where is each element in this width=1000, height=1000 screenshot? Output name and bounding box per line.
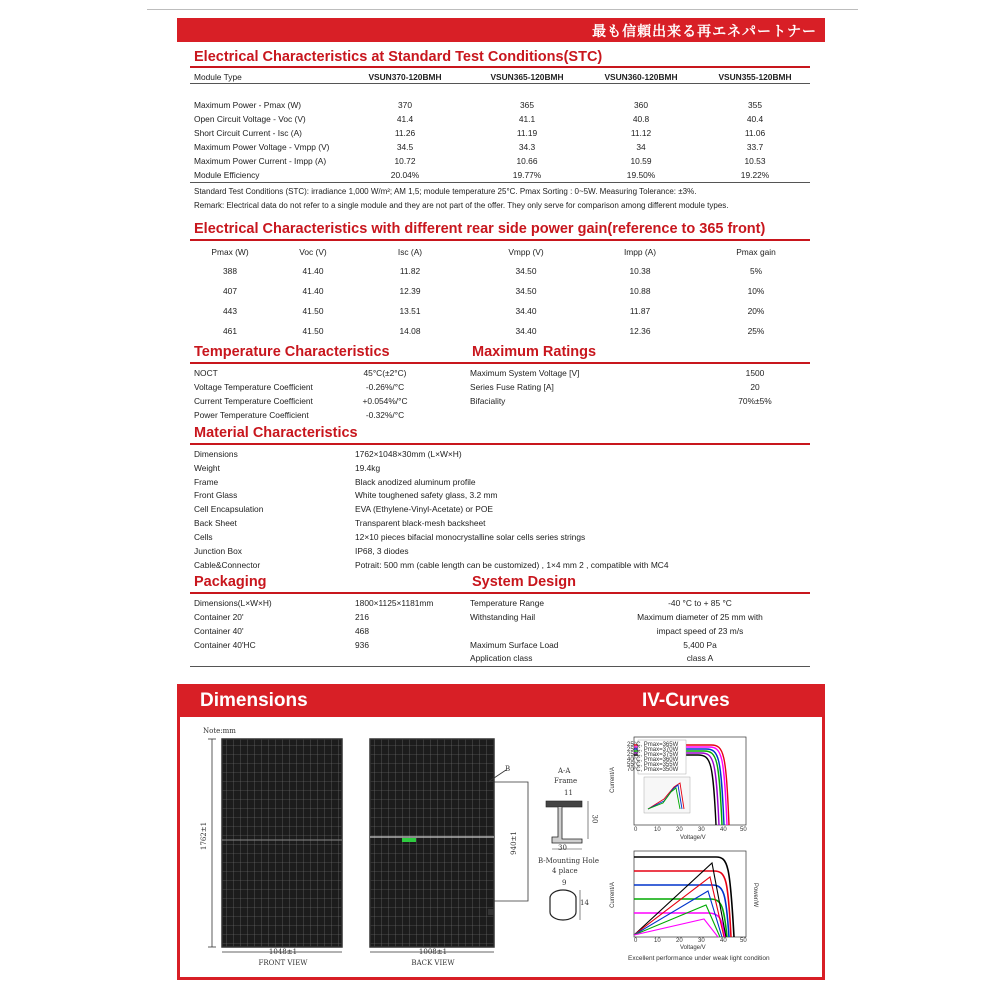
material-value: Transparent black-mesh backsheet — [355, 518, 486, 528]
temp-value: 45°C(±2°C) — [363, 368, 407, 378]
stc-cell: 34 — [636, 142, 646, 152]
stc-cell: 34.5 — [396, 142, 414, 152]
iv-top-legend-6: 70°C, Pmax=350W — [627, 767, 679, 773]
rating-value: 20 — [750, 382, 760, 392]
stc-cell: 11.12 — [630, 128, 652, 138]
iv-caption: Excellent performance under weak light condition — [628, 955, 770, 962]
banner-text: 最も信頼出来る再エネパートナー — [592, 23, 817, 39]
rear-cell: 34.40 — [515, 306, 537, 316]
packaging-value: 216 — [355, 612, 369, 622]
stc-cell: 41.4 — [396, 114, 414, 124]
iv-bottom-xtick: 0 — [634, 938, 638, 944]
material-label: Frame — [194, 477, 219, 487]
temperature-title: Temperature Characteristics — [194, 344, 390, 360]
stc-row-label: Maximum Power Current - Impp (A) — [194, 156, 327, 166]
iv-curve-bottom-chart — [616, 847, 762, 952]
rear-cell: 13.51 — [399, 306, 421, 316]
mounting-places-label: 4 place — [552, 867, 578, 875]
rear-header: Impp (A) — [623, 247, 657, 257]
packaging-label: Container 20' — [194, 612, 244, 622]
stc-cell: 40.8 — [632, 114, 650, 124]
rating-label: Bifaciality — [470, 396, 506, 406]
rear-title-rule — [190, 239, 810, 241]
packaging-label: Dimensions(L×W×H) — [194, 598, 272, 608]
stc-note-1: Standard Test Conditions (STC): irradiance 1,000 W/m²; AM 1,5; module temperature 25°C. Pmax Sorting : 0~5W. Measuring Tolerance: ±3%. — [194, 187, 697, 196]
material-value: 12×10 pieces bifacial monocrystalline solar cells series strings — [355, 532, 586, 542]
packaging-label: Container 40'HC — [194, 640, 256, 650]
stc-cell: 41.1 — [518, 114, 536, 124]
rear-cell: 12.36 — [629, 326, 651, 336]
drawings-header — [180, 687, 822, 717]
material-label: Cells — [194, 532, 213, 542]
iv-top-legend-5: 55°C, Pmax=355W — [627, 762, 679, 768]
rear-cell: 10.88 — [629, 286, 651, 296]
front-width-label: 1048±1 — [268, 948, 298, 956]
stc-cell: 11.26 — [394, 128, 416, 138]
stc-cell: 34.3 — [518, 142, 536, 152]
temp-label: Voltage Temperature Coefficient — [194, 382, 313, 392]
rear-cell: 34.50 — [515, 266, 537, 276]
rear-cell: 14.08 — [399, 326, 421, 336]
iv-top-xtick: 0 — [634, 827, 638, 833]
system-value: -40 °C to + 85 °C — [668, 598, 732, 608]
stc-cell: 365 — [520, 100, 534, 110]
dim-11: 11 — [564, 789, 573, 797]
iv-curves-title: IV-Curves — [642, 690, 730, 711]
rear-header: Voc (V) — [299, 247, 327, 257]
iv-top-xlabel: Voltage/V — [680, 835, 706, 841]
system-bottom-rule — [190, 666, 810, 667]
model-2: VSUN365-120BMH — [490, 72, 564, 82]
rear-cell: 25% — [747, 326, 765, 336]
marker-b: B — [505, 765, 511, 773]
system-label: Temperature Range — [470, 598, 545, 608]
iv-top-xtick: 50 — [740, 827, 747, 833]
rear-cell: 461 — [223, 326, 237, 336]
rear-cell: 34.40 — [515, 326, 537, 336]
stc-row-label: Maximum Power - Pmax (W) — [194, 100, 302, 110]
material-label: Cable&Connector — [194, 560, 261, 570]
mounting-hole-label: B-Mounting Hole — [538, 857, 600, 865]
material-label: Dimensions — [194, 449, 238, 459]
iv-bottom-xtick: 30 — [698, 938, 705, 944]
system-value: impact speed of 23 m/s — [656, 626, 744, 636]
stc-row-label: Maximum Power Voltage - Vmpp (V) — [194, 142, 330, 152]
iv-top-ylabel: Current/A — [609, 767, 616, 793]
stc-cell: 11.06 — [744, 128, 766, 138]
page-top-border — [147, 0, 858, 10]
stc-note-2: Remark: Electrical data do not refer to a single module and they are not part of the offer. They only serve for comparison among different module types. — [194, 201, 729, 210]
rear-cell: 41.50 — [302, 326, 324, 336]
material-value: White toughened safety glass, 3.2 mm — [355, 490, 498, 500]
system-label: Withstanding Hail — [470, 612, 536, 622]
rear-cell: 41.40 — [302, 286, 324, 296]
rating-label: Series Fuse Rating [A] — [470, 382, 554, 392]
temp-value: -0.26%/°C — [365, 382, 405, 392]
temperature-title-rule — [190, 362, 810, 364]
section-aa-label: A-A — [558, 767, 571, 775]
back-view-caption: BACK VIEW — [411, 959, 455, 967]
packaging-value: 1800×1125×1181mm — [355, 598, 434, 608]
model-1: VSUN370-120BMH — [368, 72, 442, 82]
iv-bottom-ylabel: Current/A — [609, 882, 616, 908]
front-view-caption: FRONT VIEW — [258, 959, 308, 967]
rear-cell: 34.50 — [515, 286, 537, 296]
iv-top-legend-1: 25°C, Pmax=365W — [627, 742, 679, 748]
iv-top-xtick: 20 — [676, 827, 683, 833]
system-value: class A — [686, 653, 714, 663]
system-title: System Design — [472, 574, 576, 590]
temp-value: -0.32%/°C — [365, 410, 405, 420]
dim-9: 9 — [562, 879, 567, 887]
iv-top-legend-2: 25°C, Pmax=370W — [627, 747, 679, 753]
temp-label: Power Temperature Coefficient — [194, 410, 309, 420]
stc-cell: 19.50% — [626, 170, 656, 180]
ratings-title: Maximum Ratings — [472, 344, 597, 360]
stc-cell: 40.4 — [746, 114, 764, 124]
frame-section-drawing — [538, 795, 608, 855]
packaging-title: Packaging — [194, 574, 267, 590]
rating-label: Maximum System Voltage [V] — [470, 368, 580, 378]
rear-cell: 10% — [747, 286, 765, 296]
material-label: Cell Encapsulation — [194, 504, 264, 514]
rear-cell: 20% — [747, 306, 765, 316]
back-width-label: 1008±1 — [418, 948, 448, 956]
packaging-label: Container 40' — [194, 626, 244, 636]
iv-top-legend-4: 40°C, Pmax=360W — [627, 757, 679, 763]
rear-header: Pmax (W) — [211, 247, 249, 257]
iv-top-xtick: 10 — [654, 827, 661, 833]
front-height-label: 1762±1 — [200, 821, 209, 851]
material-label: Back Sheet — [194, 518, 237, 528]
rear-cell: 11.82 — [399, 266, 421, 276]
rear-cell: 388 — [223, 266, 237, 276]
stc-cell: 360 — [634, 100, 648, 110]
system-label: Application class — [470, 653, 533, 663]
material-value: EVA (Ethylene-Vinyl-Acetate) or POE — [355, 504, 493, 514]
dim-14: 14 — [580, 899, 589, 907]
stc-title: Electrical Characteristics at Standard Test Conditions(STC) — [194, 49, 603, 65]
iv-bottom-xtick: 20 — [676, 938, 683, 944]
iv-bottom-xtick: 40 — [720, 938, 727, 944]
rear-cell: 12.39 — [399, 286, 421, 296]
model-3: VSUN360-120BMH — [604, 72, 678, 82]
packaging-value: 936 — [355, 640, 369, 650]
iv-bottom-xtick: 50 — [740, 938, 747, 944]
units-note: Note:mm — [203, 727, 236, 735]
rear-cell: 41.40 — [302, 266, 324, 276]
module-type-label: Module Type — [194, 72, 242, 82]
stc-cell: 10.66 — [516, 156, 538, 166]
stc-header-rule — [190, 83, 810, 84]
rear-title: Electrical Characteristics with different rear side power gain(reference to 365 front) — [194, 221, 766, 237]
stc-row-label: Open Circuit Voltage - Voc (V) — [194, 114, 306, 124]
material-title-rule — [190, 443, 810, 445]
stc-cell: 355 — [748, 100, 762, 110]
rear-cell: 41.50 — [302, 306, 324, 316]
packaging-value: 468 — [355, 626, 369, 636]
iv-bottom-y2label: Power/W — [752, 882, 759, 908]
temp-value: +0.054%/°C — [362, 396, 408, 406]
stc-cell: 19.77% — [512, 170, 542, 180]
material-label: Weight — [194, 463, 220, 473]
system-label: Maximum Surface Load — [470, 640, 559, 650]
stc-cell: 10.53 — [744, 156, 766, 166]
temp-label: NOCT — [194, 368, 218, 378]
stc-title-rule — [190, 66, 810, 68]
stc-cell: 33.7 — [746, 142, 764, 152]
stc-bottom-rule — [190, 182, 810, 183]
stc-cell: 370 — [398, 100, 412, 110]
dim-30-horizontal: 30 — [558, 844, 567, 852]
stc-row-label: Short Circuit Current - Isc (A) — [194, 128, 302, 138]
stc-cell: 19.22% — [740, 170, 770, 180]
stc-cell: 20.04% — [390, 170, 420, 180]
stc-cell: 10.59 — [630, 156, 652, 166]
iv-top-xtick: 40 — [720, 827, 727, 833]
material-value: Black anodized aluminum profile — [355, 477, 476, 487]
section-frame-label: Frame — [554, 777, 578, 785]
material-value: IP68, 3 diodes — [355, 546, 409, 556]
temp-label: Current Temperature Coefficient — [194, 396, 313, 406]
back-height-label: 940±1 — [509, 831, 518, 855]
model-4: VSUN355-120BMH — [718, 72, 792, 82]
system-value: Maximum diameter of 25 mm with — [637, 612, 763, 622]
material-label: Junction Box — [194, 546, 242, 556]
material-value: 19.4kg — [355, 463, 381, 473]
rear-cell: 407 — [223, 286, 237, 296]
stc-cell: 10.72 — [394, 156, 416, 166]
stc-cell: 11.19 — [516, 128, 538, 138]
front-view-drawing — [220, 737, 346, 952]
rear-cell: 443 — [223, 306, 237, 316]
rating-value: 1500 — [745, 368, 765, 378]
rear-header: Pmax gain — [736, 247, 776, 257]
dim-30-vertical: 30 — [590, 814, 599, 824]
header-banner — [177, 18, 825, 42]
rear-header: Vmpp (V) — [508, 247, 544, 257]
iv-top-xtick: 30 — [698, 827, 705, 833]
rear-cell: 11.87 — [629, 306, 651, 316]
iv-bottom-xlabel: Voltage/V — [680, 945, 706, 951]
material-value: 1762×1048×30mm (L×W×H) — [355, 449, 462, 459]
rating-value: 70%±5% — [738, 396, 772, 406]
rear-cell: 5% — [749, 266, 763, 276]
packaging-title-rule — [190, 592, 810, 594]
iv-top-legend-3: 25°C, Pmax=375W — [627, 752, 679, 758]
material-value: Potrait: 500 mm (cable length can be customized) , 1×4 mm 2 , compatible with MC4 — [355, 560, 669, 570]
rear-cell: 10.38 — [629, 266, 651, 276]
stc-row-label: Module Efficiency — [194, 170, 260, 180]
material-label: Front Glass — [194, 490, 238, 500]
system-value: 5,400 Pa — [683, 640, 717, 650]
iv-bottom-xtick: 10 — [654, 938, 661, 944]
dimensions-title: Dimensions — [200, 690, 308, 711]
rear-header: Isc (A) — [397, 247, 423, 257]
material-title: Material Characteristics — [194, 425, 358, 441]
drawings-panel — [177, 684, 825, 980]
